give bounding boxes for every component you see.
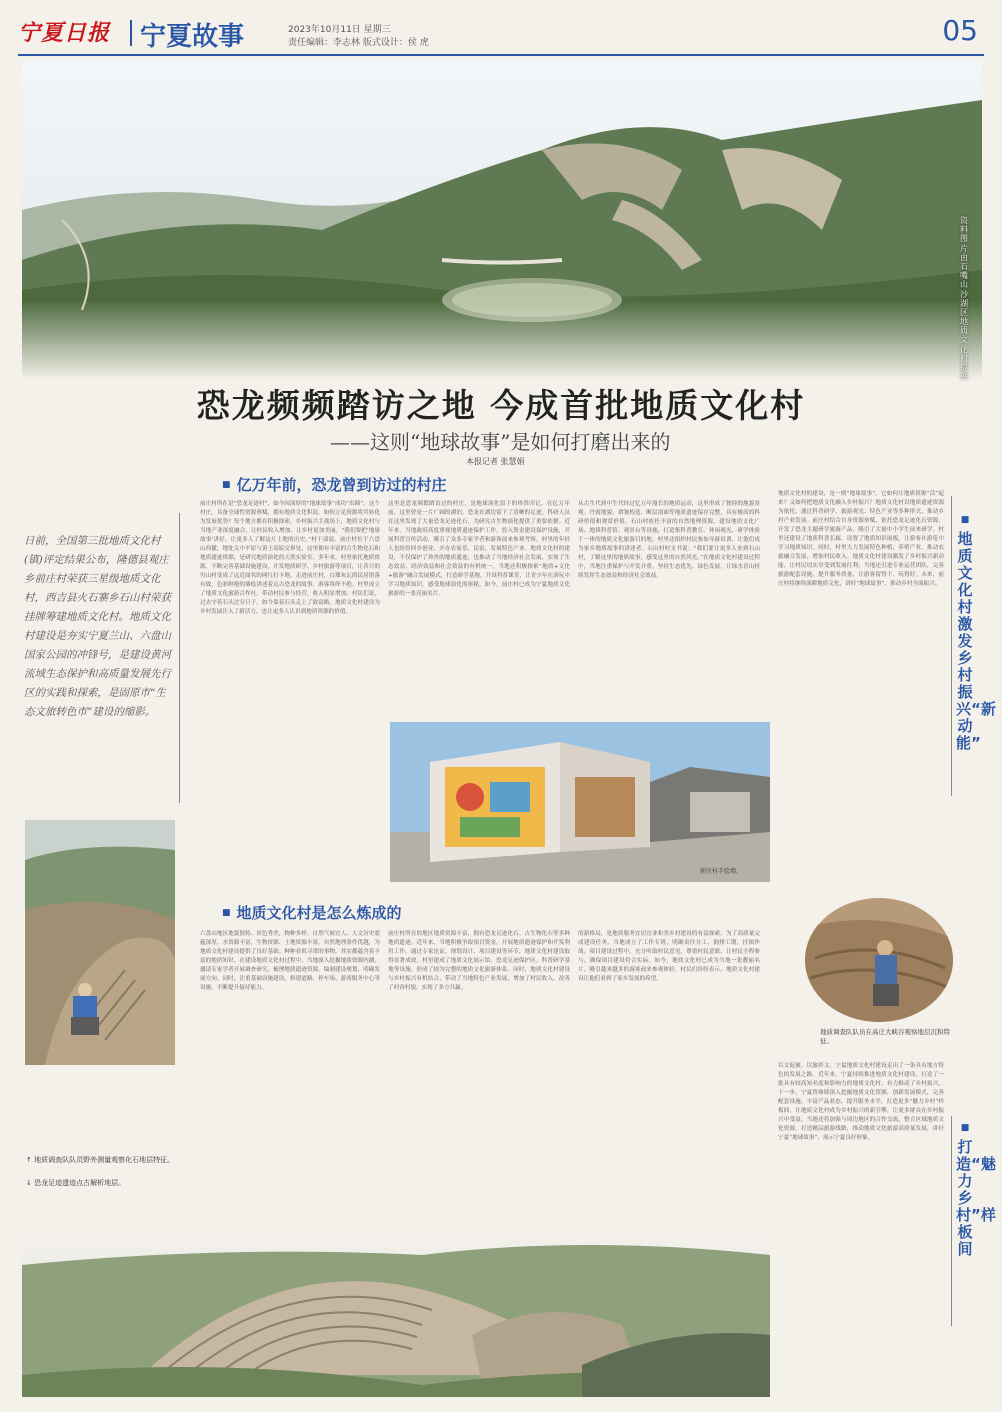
article-byline: 本报记者 张慧娟	[466, 457, 525, 466]
side-title-rule-1	[951, 496, 952, 796]
circle-photo-geologist	[805, 898, 953, 1022]
left-photo-geologist	[25, 820, 175, 1065]
left-photo-illustration	[25, 820, 175, 1065]
circle-photo-caption: 地质调查队队员在高庄大峡谷观察地层沉积特征。	[820, 1028, 950, 1045]
rock-strata-photo	[22, 1225, 770, 1397]
village-photo-caption: 前庄村手绘墙。	[700, 868, 743, 875]
left-photo-caption-2: ↓ 恐龙足迹遗迹点古解析地层。	[26, 1179, 126, 1187]
side-title-1-text: 地质文化村激发乡村振兴“新动能”	[956, 530, 996, 752]
hero-landscape-photo	[22, 60, 982, 380]
masthead-rule	[18, 54, 984, 56]
intro-divider	[179, 513, 180, 803]
section-2-heading: ■ 地质文化村是怎么炼成的	[222, 902, 402, 923]
article-column-2: 这里是恐龙频繁踏访过的村庄，是地球演化留下的珍贵印记。在亿万年前，这里曾是一片广阔的湖泊，恐龙在湖边留下了清晰的足迹。科研人员在这里发现了大量恐龙足迹化石，为研究古生物演化提供了重要依据。近年来，当地政府高度重视地质遗迹保护工作，投入资金建设保护设施，开展科普宣传活动，吸引了众多专家学者和游客前来参观考察。村里的年轻人也纷纷回乡创业，开办农家乐、民宿，发展特色产业。地质文化村的建设，不仅保护了珍贵的地质遗迹，也推动了当地经济社会发展，实现了生态效益、经济效益和社会效益的有机统一。当地还积极探索“地质+文化+旅游”融合发展模式，打造研学基地，开设科普课堂，让青少年在游玩中学习地质知识，感受地球演化的奥秘。如今，前庄村已成为宁夏地质文化旅游的一张亮丽名片。	[388, 501, 570, 597]
side-title-1: ■ 地质文化村激发乡村振兴“新动能”	[956, 515, 996, 752]
circle-photo-illustration	[805, 898, 953, 1022]
section-1-heading: ■ 亿万年前，恐龙曾到访过的村庄	[222, 474, 447, 495]
article-intro: 日前，全国第三批地质文化村(镇)评定结果公布，隆德县观庄乡前庄村荣获三星级地质文化村，西吉县火石寨乡石山村荣获挂牌筹建地质文化村。地质文化村建设是夯实宁夏兰山、六盘山国家公园的冲锋号，是建设黄河流域生态保护和高质量发展先行区的实践和探索，是固原市“生态文旅转色市”建设的缩影。	[24, 535, 171, 718]
village-photo-illustration	[390, 722, 770, 882]
article-headline: 恐龙频频踏访之地 今成首批地质文化村	[196, 386, 806, 425]
village-wall-photo	[390, 722, 770, 882]
article-column-3: 从古生代到中生代经过亿万年漫长的地质运动，这里形成了独特的地貌景观。丹霞地貌、褶皱构造、断层剖面等地质遗迹保存完整，具有极高的科研价值和观赏价值。石山村依托丰富的自然地理资源，建设地质文化广场、地质科普馆、观景台等设施，打造集科普教育、休闲观光、研学体验于一体的地质文化旅游目的地。村里还组织村民参加导游培训，让他们成为家乡地质故事的讲述者。石山村村支书说：“我们要让更多人来到石山村，了解这里的地质故事，感受这里的自然风光。”在地质文化村建设过程中，当地注重保护与开发并重，坚持生态优先、绿色发展，让绿水青山持续发挥生态效益和经济社会效益。	[578, 501, 760, 579]
article-column-5: 六盘山地区地貌独特、景色秀美，物种多样，自然气候宜人，人文历史底蕴深厚，水资源丰富，生物资源、土地资源丰富。自然地理条件优越，为地质文化村建设提供了良好基础。种种看似寻常的事物，其实都蕴含着丰富的地质知识。在建设地质文化村过程中，当地深入挖掘地质资源内涵，邀请专家学者开展调查研究，梳理地质遗迹资源，编制建设规划，明确发展方向。同时，注重基础设施建设，修建道路、停车场、游客服务中心等设施，不断提升接待能力。	[200, 931, 380, 991]
newspaper-logo: 宁夏日报	[18, 20, 111, 46]
side-title-2-text: 打造“魅力乡村”样板间	[956, 1138, 996, 1258]
section-name: 宁夏故事	[140, 22, 245, 52]
side-title-rule-2	[951, 1116, 952, 1326]
article-subhead: ——这则“地球故事”是如何打磨出来的	[330, 430, 671, 454]
editor-credit: 责任编辑：李志林 版式设计：侯 虎	[288, 38, 429, 48]
side-title-2: ■ 打造“魅力乡村”样板间	[956, 1123, 996, 1258]
page-number: 05	[942, 14, 978, 47]
masthead-divider	[130, 20, 132, 46]
photo-credit: 资料图片由石嘴山沙湖区地质文化村提供	[960, 216, 968, 382]
article-column-4: 地质文化村的建设，是一则“地球故事”。它如何让地质资源“活”起来？又如何把地质文化融入乡村振兴？地质文化村以地质遗迹资源为依托，通过科普研学、旅游观光、特色产业等多种形式，推动乡村产业发展。前庄村结合自身资源禀赋，依托恐龙足迹化石资源，开发了恐龙主题研学旅游产品，吸引了大量中小学生前来研学。村里还建设了地质科普长廊，设置了地质知识展板，让游客在游览中学习地质知识。同时，村里大力发展特色种植、养殖产业，推动农旅融合发展，增加村民收入。地质文化村建设激发了乡村振兴新动能，让村民切实享受到发展红利。当地还引进专业运营团队，完善旅游配套设施，提升服务质量，让游客留得下、玩得好。未来，前庄村将继续深耕地质文化，讲好“地球故事”，推动乡村全面振兴。	[778, 491, 944, 587]
article-column-8: 以文促旅、以旅彰文。宁夏地质文化村建设走出了一条具有地方特色的发展之路。近年来，宁夏持续推进地质文化村建设，打造了一批具有较高知名度和影响力的地质文化村，有力推动了乡村振兴。下一步，宁夏将继续深入挖掘地质文化资源，创新发展模式，完善配套设施，丰富产品业态，提升服务水平，打造更多“魅力乡村”样板间，让地质文化村成为乡村振兴的新引擎，让更多群众在乡村振兴中受益。当地还将加强与周边地区的合作交流，整合区域地质文化资源，打造精品旅游线路，推动地质文化旅游高质量发展，讲好宁夏“地球故事”，展示宁夏良好形象。	[778, 1063, 944, 1141]
left-photo-caption-1: ↑ 地质调查队队员野外测量观察化石地层特征。	[26, 1156, 175, 1164]
strata-photo-illustration	[22, 1225, 770, 1397]
article-column-6: 前庄村所在的地区地质资源丰富，拥有恐龙足迹化石、古生物化石等多种地质遗迹。近年来，当地积极争取项目资金，开展地质遗迹保护和开发利用工作。通过专家论证、规划设计、项目建设等环节，地质文化村建设取得显著成效。村里建成了地质文化展示馆、恐龙足迹保护区、科普研学基地等设施，形成了较为完整的地质文化旅游体系。同时，地质文化村建设与乡村振兴有机结合，带动了当地特色产业发展，增加了村民收入，改善了村容村貌，实现了多方共赢。	[388, 931, 570, 991]
masthead	[18, 10, 984, 56]
hero-photo-illustration	[22, 60, 982, 380]
article-column-7: 的新格局，是地质服务宜居宜业和美乡村建设的有益探索。为了高质量完成建设任务，当地成立了工作专班，明确责任分工，倒排工期，挂图作战。项目建设过程中，充分听取村民意见，尊重村民意愿，让村民全程参与，确保项目建设符合实际。如今，地质文化村已成为当地一张靓丽名片，吸引越来越多的游客前来参观体验。村民们纷纷表示，地质文化村建设让他们看到了家乡发展的希望。	[578, 931, 760, 982]
issue-date: 2023年10月11日 星期三	[288, 25, 391, 35]
article-column-1: 前庄村所在是“恐龙足迹村”，如今因深厚的“地球故事”成功“出圈”。这个村庄，具备全球性资源禀赋，拥有地质文化积淀，如何立足资源将其转化为发展优势？每个地方都在积极探索。乡村振兴主战场上，地质文化村与当地产业深度融合，让村民收入增加，让乡村更加美丽。“我们要把‘地球故事’讲好，让更多人了解这片土地的历史。”村干部说。前庄村位于六盘山西麓，地处关中平原与黄土高原交界处，这里拥有丰富的古生物化石和地质遗迹资源，是研究地质演化的天然实验室。多年来，村里依托地质资源，不断完善基础设施建设，开发地质研学、乡村旅游等项目，让昔日的穷山村变成了远近闻名的网红打卡地。走进前庄村，白墙灰瓦的民居错落有致，色彩鲜艳的墙绘讲述着远古恐龙的故事，游客络绎不绝。村里成立了地质文化旅游合作社，带动村民参与经营，收入明显增加。村民们说，过去守着石头过穷日子，如今靠着石头走上了致富路。地质文化村建设为乡村发展注入了新活力，也让更多人认识到地质资源的价值。	[200, 501, 380, 615]
